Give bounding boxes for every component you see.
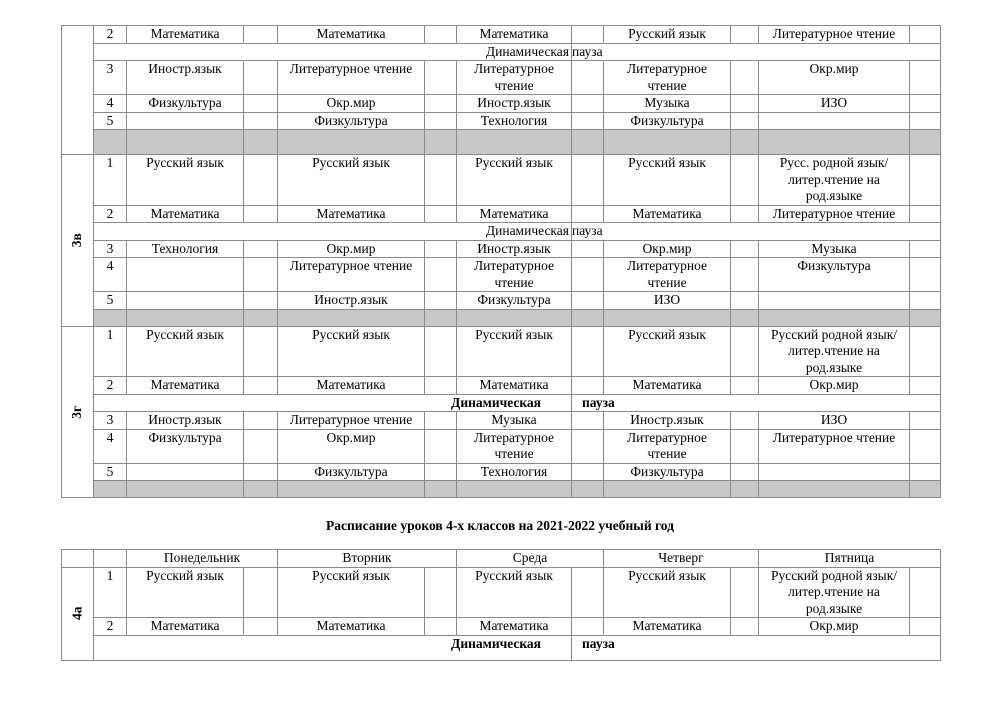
pause-row [62,223,941,241]
lesson-number: 2 [94,26,127,44]
lesson-tue: Русский язык [278,155,425,206]
lesson-tue: Физкультура [278,112,425,130]
lesson-tue: Математика [278,26,425,44]
class-label-4a: 4а [62,567,94,660]
lesson-tue: Математика [278,377,425,395]
lesson-tue: Русский язык [278,326,425,377]
lesson-wed: Иностр.язык [457,240,572,258]
lesson-number: 1 [94,567,127,618]
lesson-number: 3 [94,240,127,258]
lesson-mon: Русский язык [127,155,244,206]
lesson-tue: Математика [278,618,425,636]
lesson-mon: Иностр.язык [127,61,244,95]
lesson-fri: Русский родной язык/литер.чтение на род.языке [759,326,910,377]
lesson-mon: Математика [127,205,244,223]
lesson-wed: Математика [457,26,572,44]
pause-label-b: пауза [572,223,941,241]
lesson-thu: Литературное чтение [604,429,731,463]
lesson-thu: Русский язык [604,155,731,206]
day-header-wed: Среда [457,550,604,568]
lesson-wed: Математика [457,377,572,395]
lesson-fri: Литературное чтение [759,26,910,44]
lesson-mon: Математика [127,26,244,44]
lesson-wed: Музыка [457,412,572,430]
table-row [62,377,941,395]
lesson-number: 3 [94,412,127,430]
separator-row [62,130,941,155]
lesson-wed: Математика [457,618,572,636]
lesson-thu: Русский язык [604,567,731,618]
day-header-fri: Пятница [759,550,941,568]
table-row [62,95,941,113]
lesson-number: 4 [94,95,127,113]
lesson-mon [127,112,244,130]
lesson-thu: Русский язык [604,326,731,377]
lesson-fri: Окр.мир [759,618,910,636]
pause-label-a: Динамическая [94,635,572,660]
table-row [62,567,941,618]
lesson-tue: Русский язык [278,567,425,618]
separator-row [62,481,941,498]
lesson-tue: Математика [278,205,425,223]
lesson-fri [759,463,910,481]
lesson-thu: Литературное чтение [604,61,731,95]
lesson-number: 4 [94,258,127,292]
class-label-3v: 3в [62,155,94,327]
lesson-mon: Русский язык [127,567,244,618]
pause-label-a: Динамическая [94,394,572,412]
lesson-number: 1 [94,326,127,377]
lesson-thu: Математика [604,377,731,395]
lesson-thu: Музыка [604,95,731,113]
days-header-row [62,550,941,568]
pause-row [62,43,941,61]
lesson-mon [127,292,244,310]
table-row [62,429,941,463]
lesson-fri: Физкультура [759,258,910,292]
schedule-table-4th-grade [61,549,941,661]
lesson-wed: Физкультура [457,292,572,310]
lesson-thu: Окр.мир [604,240,731,258]
lesson-wed: Иностр.язык [457,95,572,113]
lesson-mon [127,258,244,292]
lesson-wed: Технология [457,112,572,130]
lesson-tue: Литературное чтение [278,412,425,430]
class-label-cell [62,26,94,155]
lesson-fri: Русс. родной язык/литер.чтение на род.языке [759,155,910,206]
lesson-fri: Литературное чтение [759,429,910,463]
lesson-thu: Математика [604,205,731,223]
lesson-thu: Русский язык [604,26,731,44]
pause-row [62,394,941,412]
pause-label-a: Динамическая [94,223,572,241]
lesson-mon: Технология [127,240,244,258]
lesson-mon: Физкультура [127,429,244,463]
pause-label-b: пауза [572,43,941,61]
lesson-thu: ИЗО [604,292,731,310]
lesson-tue: Окр.мир [278,429,425,463]
table-row [62,292,941,310]
lesson-fri: Окр.мир [759,61,910,95]
lesson-fri: ИЗО [759,95,910,113]
table-row [62,61,941,95]
lesson-tue: Литературное чтение [278,258,425,292]
lesson-number: 5 [94,463,127,481]
lesson-mon: Физкультура [127,95,244,113]
lesson-number: 2 [94,618,127,636]
pause-label-a: Динамическая [94,43,572,61]
lesson-wed: Литературное чтение [457,61,572,95]
lesson-wed: Русский язык [457,567,572,618]
separator-row [62,309,941,326]
lesson-fri: Литературное чтение [759,205,910,223]
lesson-number: 3 [94,61,127,95]
lesson-thu: Математика [604,618,731,636]
lesson-thu: Физкультура [604,112,731,130]
lesson-tue: Физкультура [278,463,425,481]
lesson-fri: Музыка [759,240,910,258]
lesson-tue: Литературное чтение [278,61,425,95]
lesson-tue: Окр.мир [278,95,425,113]
lesson-number: 1 [94,155,127,206]
lesson-thu: Физкультура [604,463,731,481]
table-row [62,112,941,130]
table-row [62,258,941,292]
lesson-mon: Математика [127,618,244,636]
lesson-fri: Окр.мир [759,377,910,395]
lesson-wed: Русский язык [457,155,572,206]
lesson-wed: Литературное чтение [457,258,572,292]
table-row [62,618,941,636]
table-row [62,240,941,258]
lesson-number: 4 [94,429,127,463]
pause-label-b: пауза [572,394,941,412]
lesson-wed: Математика [457,205,572,223]
day-header-mon: Понедельник [127,550,278,568]
table-row [62,26,941,44]
lesson-tue: Иностр.язык [278,292,425,310]
schedule-heading: Расписание уроков 4-х классов на 2021-2022 учебный год [326,518,674,533]
schedule-table-3rd-grade [61,25,941,498]
class-label-3g: 3г [62,326,94,498]
lesson-thu: Литературное чтение [604,258,731,292]
lesson-mon [127,463,244,481]
lesson-fri [759,112,910,130]
lesson-mon: Русский язык [127,326,244,377]
lesson-number: 2 [94,205,127,223]
lesson-number: 2 [94,377,127,395]
lesson-fri [759,292,910,310]
lesson-mon: Иностр.язык [127,412,244,430]
lesson-thu: Иностр.язык [604,412,731,430]
lesson-fri: ИЗО [759,412,910,430]
table-row [62,155,941,206]
pause-row [62,635,941,660]
lesson-wed: Русский язык [457,326,572,377]
table-row [62,205,941,223]
pause-label-b: пауза [572,635,941,660]
lesson-wed: Технология [457,463,572,481]
lesson-number: 5 [94,292,127,310]
lesson-tue: Окр.мир [278,240,425,258]
lesson-number: 5 [94,112,127,130]
lesson-wed: Литературное чтение [457,429,572,463]
table-row [62,412,941,430]
lesson-mon: Математика [127,377,244,395]
lesson-fri: Русский родной язык/литер.чтение на род.языке [759,567,910,618]
day-header-tue: Вторник [278,550,457,568]
table-row [62,463,941,481]
day-header-thu: Четверг [604,550,759,568]
table-row [62,326,941,377]
